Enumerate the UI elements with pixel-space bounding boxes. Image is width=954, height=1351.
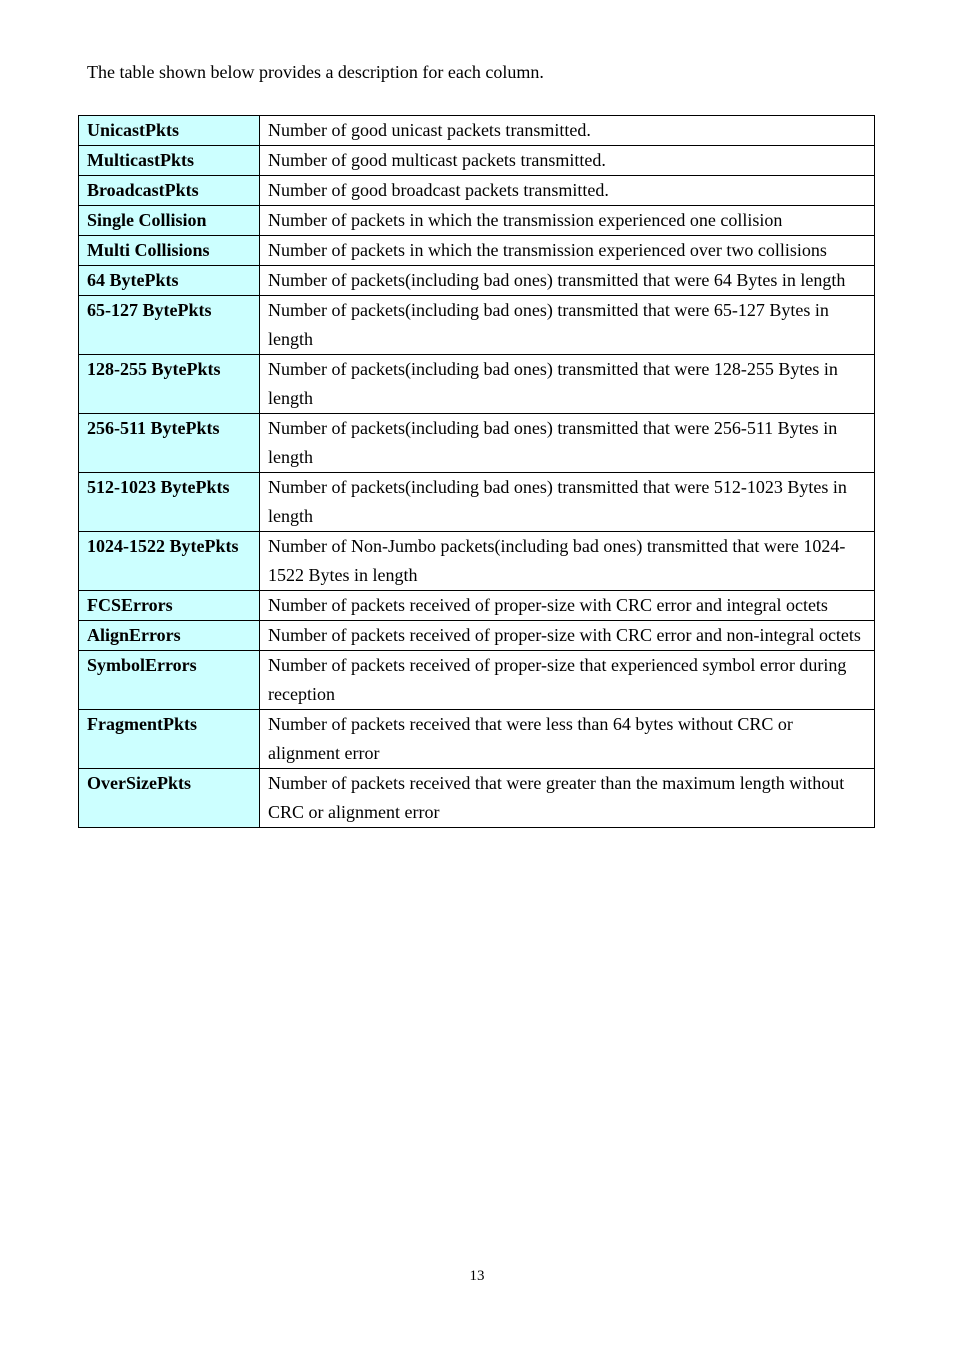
table-row	[79, 266, 875, 296]
column-name-cell: 128-255 BytePkts	[79, 355, 260, 414]
column-name-cell: AlignErrors	[79, 621, 260, 651]
column-description-cell: Number of good broadcast packets transmitted.	[260, 176, 875, 206]
table-row	[79, 473, 875, 532]
column-description-cell: Number of packets(including bad ones) transmitted that were 128-255 Bytes in length	[260, 355, 875, 414]
table-row	[79, 651, 875, 710]
column-description-cell: Number of packets received of proper-size with CRC error and non-integral octets	[260, 621, 875, 651]
column-description-cell: Number of packets(including bad ones) transmitted that were 64 Bytes in length	[260, 266, 875, 296]
column-description-cell: Number of packets in which the transmission experienced one collision	[260, 206, 875, 236]
column-description-table	[78, 115, 875, 828]
table-row	[79, 206, 875, 236]
column-name-cell: Multi Collisions	[79, 236, 260, 266]
column-description-cell: Number of packets received that were greater than the maximum length without CRC or alignment error	[260, 769, 875, 828]
column-description-cell: Number of packets(including bad ones) transmitted that were 256-511 Bytes in length	[260, 414, 875, 473]
column-description-cell: Number of packets(including bad ones) transmitted that were 512-1023 Bytes in length	[260, 473, 875, 532]
column-description-cell: Number of packets received of proper-size that experienced symbol error during reception	[260, 651, 875, 710]
column-name-cell: FragmentPkts	[79, 710, 260, 769]
column-name-cell: 1024-1522 BytePkts	[79, 532, 260, 591]
column-name-cell: 64 BytePkts	[79, 266, 260, 296]
column-name-cell: MulticastPkts	[79, 146, 260, 176]
column-description-cell: Number of packets in which the transmission experienced over two collisions	[260, 236, 875, 266]
column-name-cell: UnicastPkts	[79, 116, 260, 146]
table-row	[79, 116, 875, 146]
table-row	[79, 414, 875, 473]
column-description-cell: Number of Non-Jumbo packets(including bad ones) transmitted that were 1024-1522 Bytes in length	[260, 532, 875, 591]
table-row	[79, 296, 875, 355]
page-number: 13	[469, 1268, 485, 1284]
column-description-cell: Number of packets received that were less than 64 bytes without CRC or alignment error	[260, 710, 875, 769]
column-name-cell: Single Collision	[79, 206, 260, 236]
column-description-cell: Number of good unicast packets transmitted.	[260, 116, 875, 146]
column-description-cell: Number of good multicast packets transmitted.	[260, 146, 875, 176]
column-description-cell: Number of packets received of proper-size with CRC error and integral octets	[260, 591, 875, 621]
table-row	[79, 236, 875, 266]
column-name-cell: 512-1023 BytePkts	[79, 473, 260, 532]
table-row	[79, 532, 875, 591]
table-row	[79, 146, 875, 176]
column-name-cell: 256-511 BytePkts	[79, 414, 260, 473]
column-name-cell: OverSizePkts	[79, 769, 260, 828]
table-row	[79, 769, 875, 828]
column-description-cell: Number of packets(including bad ones) transmitted that were 65-127 Bytes in length	[260, 296, 875, 355]
table-row	[79, 176, 875, 206]
column-name-cell: BroadcastPkts	[79, 176, 260, 206]
column-name-cell: 65-127 BytePkts	[79, 296, 260, 355]
table-row	[79, 355, 875, 414]
table-row	[79, 621, 875, 651]
table-row	[79, 591, 875, 621]
intro-text: The table shown below provides a description for each column.	[87, 62, 544, 82]
column-name-cell: FCSErrors	[79, 591, 260, 621]
column-name-cell: SymbolErrors	[79, 651, 260, 710]
table-row	[79, 710, 875, 769]
